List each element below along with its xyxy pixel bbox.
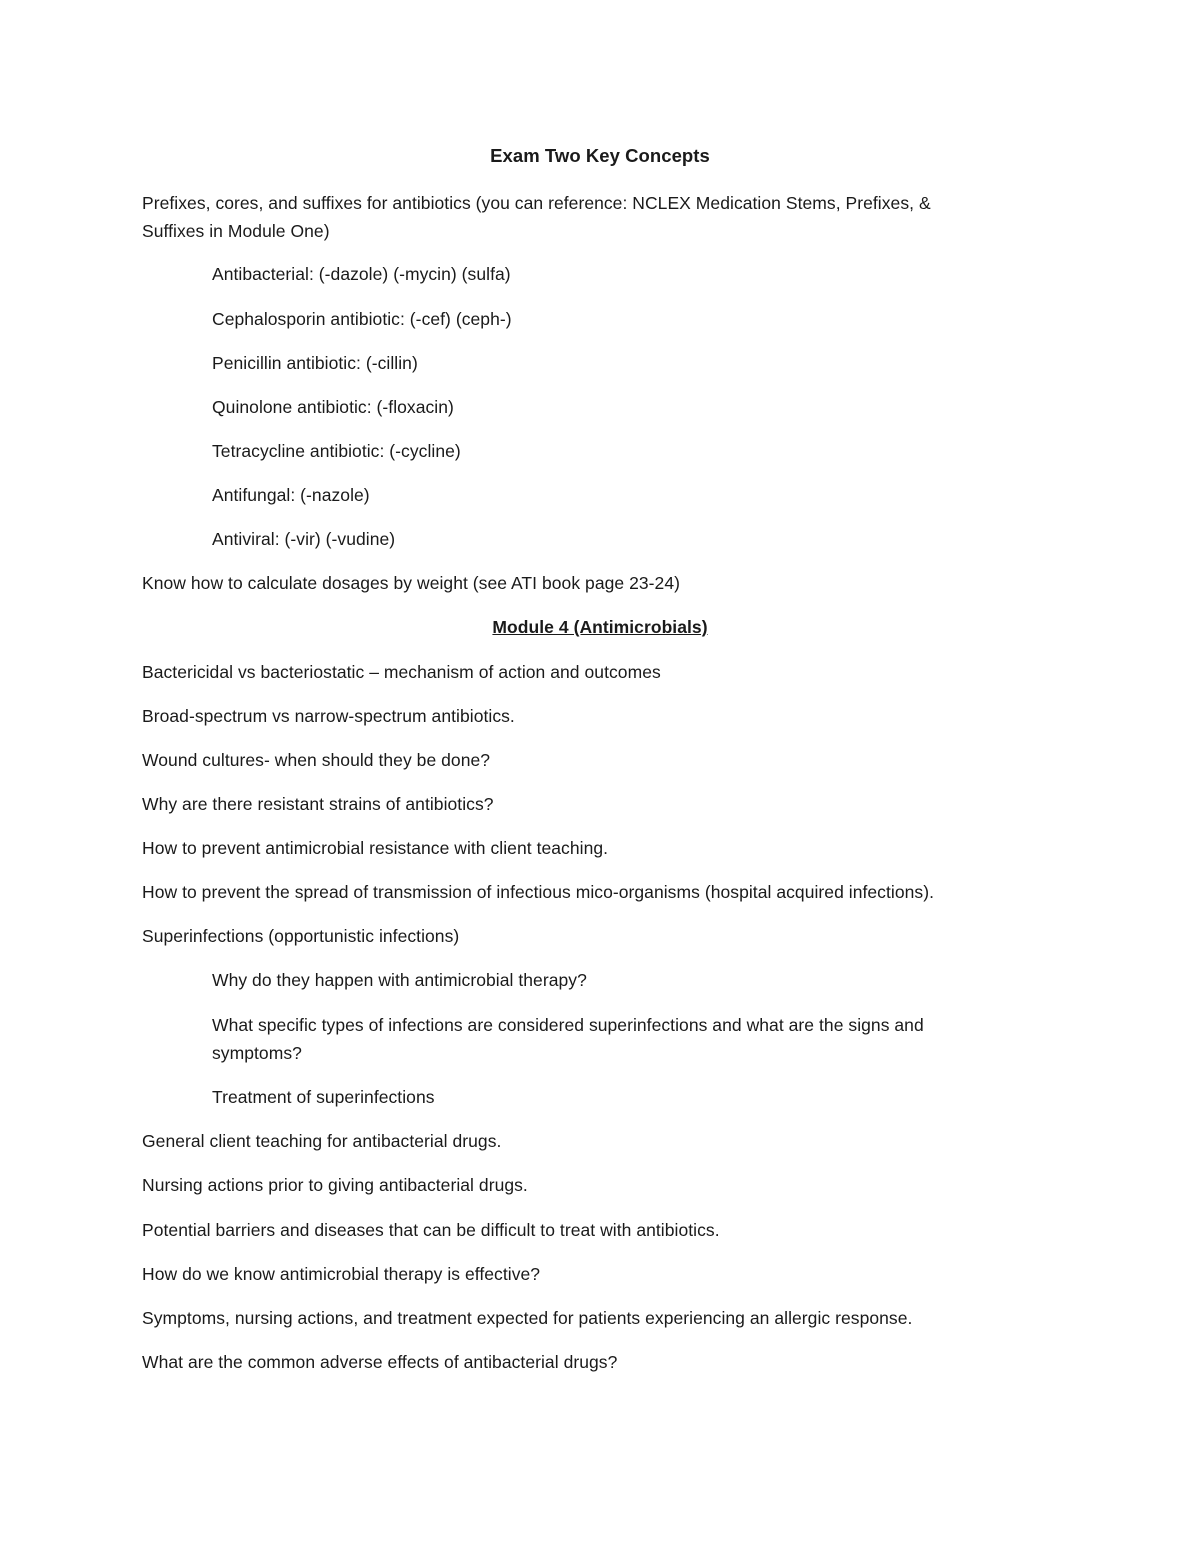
concept-adverse-effects: What are the common adverse effects of antibacterial drugs?: [142, 1352, 618, 1372]
concept-resistant-strains: Why are there resistant strains of antibiotics?: [142, 794, 494, 814]
intro-text-line-1: Prefixes, cores, and suffixes for antibiotics (you can reference: NCLEX Medication Stems, Prefixes, &: [142, 193, 931, 213]
concept-wound-cultures: Wound cultures- when should they be done?: [142, 750, 491, 770]
superinfection-why: Why do they happen with antimicrobial therapy?: [212, 970, 587, 990]
drug-class-penicillin: Penicillin antibiotic: (-cillin): [212, 353, 418, 373]
concept-therapy-effective: How do we know antimicrobial therapy is effective?: [142, 1264, 541, 1284]
drug-class-tetracycline: Tetracycline antibiotic: (-cycline): [212, 441, 461, 461]
concept-spectrum: Broad-spectrum vs narrow-spectrum antibiotics.: [142, 706, 515, 726]
drug-class-cephalosporin: Cephalosporin antibiotic: (-cef) (ceph-): [212, 309, 512, 329]
module-heading: Module 4 (Antimicrobials): [492, 617, 708, 637]
concept-superinfections: Superinfections (opportunistic infections): [142, 926, 460, 946]
superinfection-types-line-2: symptoms?: [212, 1043, 302, 1063]
drug-class-antiviral: Antiviral: (-vir) (-vudine): [212, 529, 396, 549]
page-title: Exam Two Key Concepts: [490, 145, 710, 166]
concept-bactericidal: Bactericidal vs bacteriostatic – mechanism of action and outcomes: [142, 662, 661, 682]
superinfection-types-line-1: What specific types of infections are considered superinfections and what are the signs and: [212, 1015, 924, 1035]
concept-nursing-actions: Nursing actions prior to giving antibacterial drugs.: [142, 1175, 528, 1195]
concept-prevent-resistance: How to prevent antimicrobial resistance with client teaching.: [142, 838, 609, 858]
drug-class-antifungal: Antifungal: (-nazole): [212, 485, 370, 505]
drug-class-antibacterial: Antibacterial: (-dazole) (-mycin) (sulfa): [212, 264, 511, 284]
drug-class-quinolone: Quinolone antibiotic: (-floxacin): [212, 397, 454, 417]
concept-client-teaching: General client teaching for antibacterial drugs.: [142, 1131, 502, 1151]
concept-allergic-response: Symptoms, nursing actions, and treatment expected for patients experiencing an allergic response.: [142, 1308, 913, 1328]
dosage-calculation-line: Know how to calculate dosages by weight (see ATI book page 23-24): [142, 573, 680, 593]
concept-prevent-transmission: How to prevent the spread of transmission of infectious mico-organisms (hospital acquired infections).: [142, 882, 934, 902]
concept-barriers: Potential barriers and diseases that can be difficult to treat with antibiotics.: [142, 1220, 720, 1240]
superinfection-treatment: Treatment of superinfections: [212, 1087, 435, 1107]
intro-text-line-2: Suffixes in Module One): [142, 221, 330, 241]
